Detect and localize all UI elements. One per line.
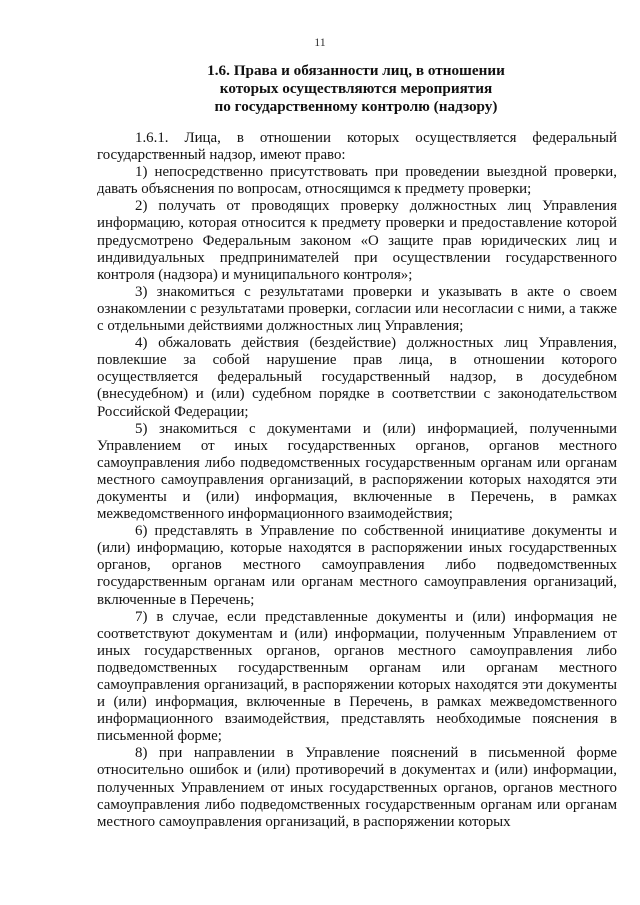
paragraph-item-8: 8) при направлении в Управление пояснений в письменной форме относительно ошибок и (или) противоречий в документах и (или) информации, полученных Управлением от иных государственных органов, органов местного самоуправления либо подведомственных государственным органам или органам местного самоуправления организаций, в распоряжении которых: [97, 745, 617, 830]
paragraph-item-3: 3) знакомиться с результатами проверки и указывать в акте о своем ознакомлении с результатами проверки, согласии или несогласии с ними, а также с отдельными действиями должностных лиц Управления;: [97, 283, 617, 335]
heading-line: 1.6. Права и обязанности лиц, в отношении: [207, 62, 505, 79]
heading-line: по государственному контролю (надзору): [214, 98, 498, 115]
section-heading: [96, 62, 616, 116]
paragraph-item-2: 2) получать от проводящих проверку должностных лиц Управления информацию, которая относится к предмету проверки и предоставление которой предусмотрено Федеральным законом «О защите прав юридических лиц и индивидуальных предпринимателей при осуществлении государственного контроля (надзора) и муниципального контроля»;: [97, 198, 617, 283]
document-body: [97, 130, 617, 831]
page-number: 11: [314, 35, 326, 49]
paragraph-item-7: 7) в случае, если представленные документы и (или) информация не соответствуют документам и (или) информации, полученным Управлением от иных государственных органов, органов местного самоуправления либо подведомственных государственным органам или органам местного самоуправления организаций, в распоряжении которых находятся эти документы и (или) информация, включенные в Перечень, в рамках межведомственного информационного взаимодействия, представлять необходимые пояснения в письменной форме;: [97, 608, 617, 745]
paragraph-item-5: 5) знакомиться с документами и (или) информацией, полученными Управлением от иных государственных органов, органов местного самоуправления либо подведомственных государственным органам или органам местного самоуправления организаций, в распоряжении которых находятся эти документы и (или) информация, включенные в Перечень, в рамках межведомственного информационного взаимодействия;: [97, 420, 617, 523]
heading-line: которых осуществляются мероприятия: [219, 80, 493, 97]
paragraph-item-6: 6) представлять в Управление по собственной инициативе документы и (или) информацию, которые находятся в распоряжении иных государственных органов, органов местного самоуправления либо подведомственных государственным органам или органам местного самоуправления организаций, включенные в Перечень;: [97, 523, 617, 608]
paragraph-item-1: 1) непосредственно присутствовать при проведении выездной проверки, давать объяснения по вопросам, относящимся к предмету проверки;: [97, 164, 617, 198]
paragraph-1-6-1: 1.6.1. Лица, в отношении которых осуществляется федеральный государственный надзор, имеют право:: [97, 130, 617, 164]
paragraph-item-4: 4) обжаловать действия (бездействие) должностных лиц Управления, повлекшие за собой нарушение прав лица, в отношении которого осуществляется федеральный государственный надзор, в досудебном (внесудебном) и (или) судебном порядке в соответствии с законодательством Российской Федерации;: [97, 335, 617, 420]
